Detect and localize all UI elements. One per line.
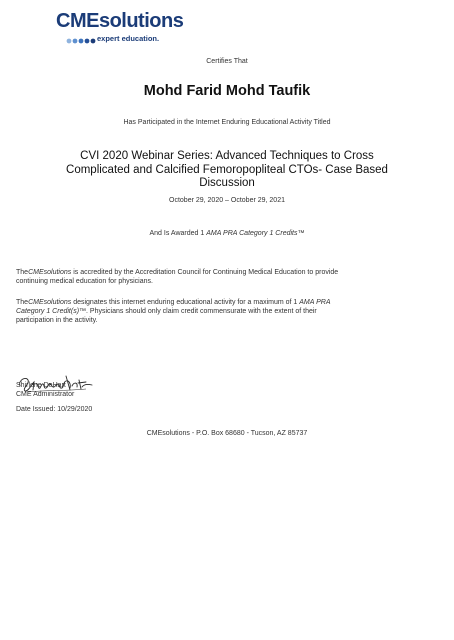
credit-award: [0, 230, 454, 237]
cmesolutions-logo: [56, 10, 184, 46]
logo-wordmark: CMEsolutions: [56, 10, 184, 32]
accreditation-the: The: [16, 269, 29, 276]
accreditation-statement: [16, 268, 436, 286]
signatory-role: CME Administrator: [16, 391, 75, 398]
logo-dot: [91, 39, 96, 44]
activity-title-line: Complicated and Calcified Femoropopliteal CTOs- Case Based: [66, 163, 388, 176]
activity-title-line: CVI 2020 Webinar Series: Advanced Techniques to Cross: [80, 150, 374, 162]
activity-title: [20, 150, 434, 191]
footer-address: CMEsolutions - P.O. Box 68680 - Tucson, AZ 85737: [146, 430, 308, 437]
logo-tagline: expert education.: [97, 34, 160, 43]
accreditation-org: CMEsolutions: [28, 269, 72, 276]
participation-statement: Has Participated in the Internet Enduring Educational Activity Titled: [123, 119, 331, 126]
accreditation-text: continuing medical education for physicians.: [16, 278, 153, 285]
designation-text: . Physicians should only claim credit commensurate with the extent of their: [86, 308, 317, 315]
accreditation-text: is accredited by the Accreditation Council for Continuing Medical Education to provide: [71, 269, 339, 276]
award-prefix: And Is Awarded 1: [149, 230, 207, 237]
certifies-text: Certifies That: [206, 58, 248, 65]
activity-title-line: Discussion: [199, 177, 255, 189]
designation-credit: Category 1 Credit(s)™: [16, 308, 87, 315]
designation-text: designates this internet enduring educational activity for a maximum of 1: [71, 299, 300, 306]
signatory-name: Shirlene DeHart: [16, 382, 66, 389]
designation-statement: [16, 298, 436, 325]
logo-dot: [79, 39, 84, 44]
designation-org: CMEsolutions: [28, 299, 72, 306]
designation-text: participation in the activity.: [16, 317, 98, 324]
recipient-name: Mohd Farid Mohd Taufik: [143, 83, 311, 99]
designation-the: The: [16, 299, 29, 306]
logo-dot: [67, 39, 72, 44]
date-issued: Date Issued: 10/29/2020: [16, 406, 93, 413]
logo-dots-icon: [66, 36, 96, 46]
logo-dot: [73, 39, 78, 44]
award-credit: AMA PRA Category 1 Credits™: [206, 230, 305, 237]
signatory-block: [16, 381, 74, 399]
activity-dates: October 29, 2020 – October 29, 2021: [169, 197, 285, 204]
designation-credit: AMA PRA: [299, 299, 331, 306]
logo-dot: [85, 39, 90, 44]
